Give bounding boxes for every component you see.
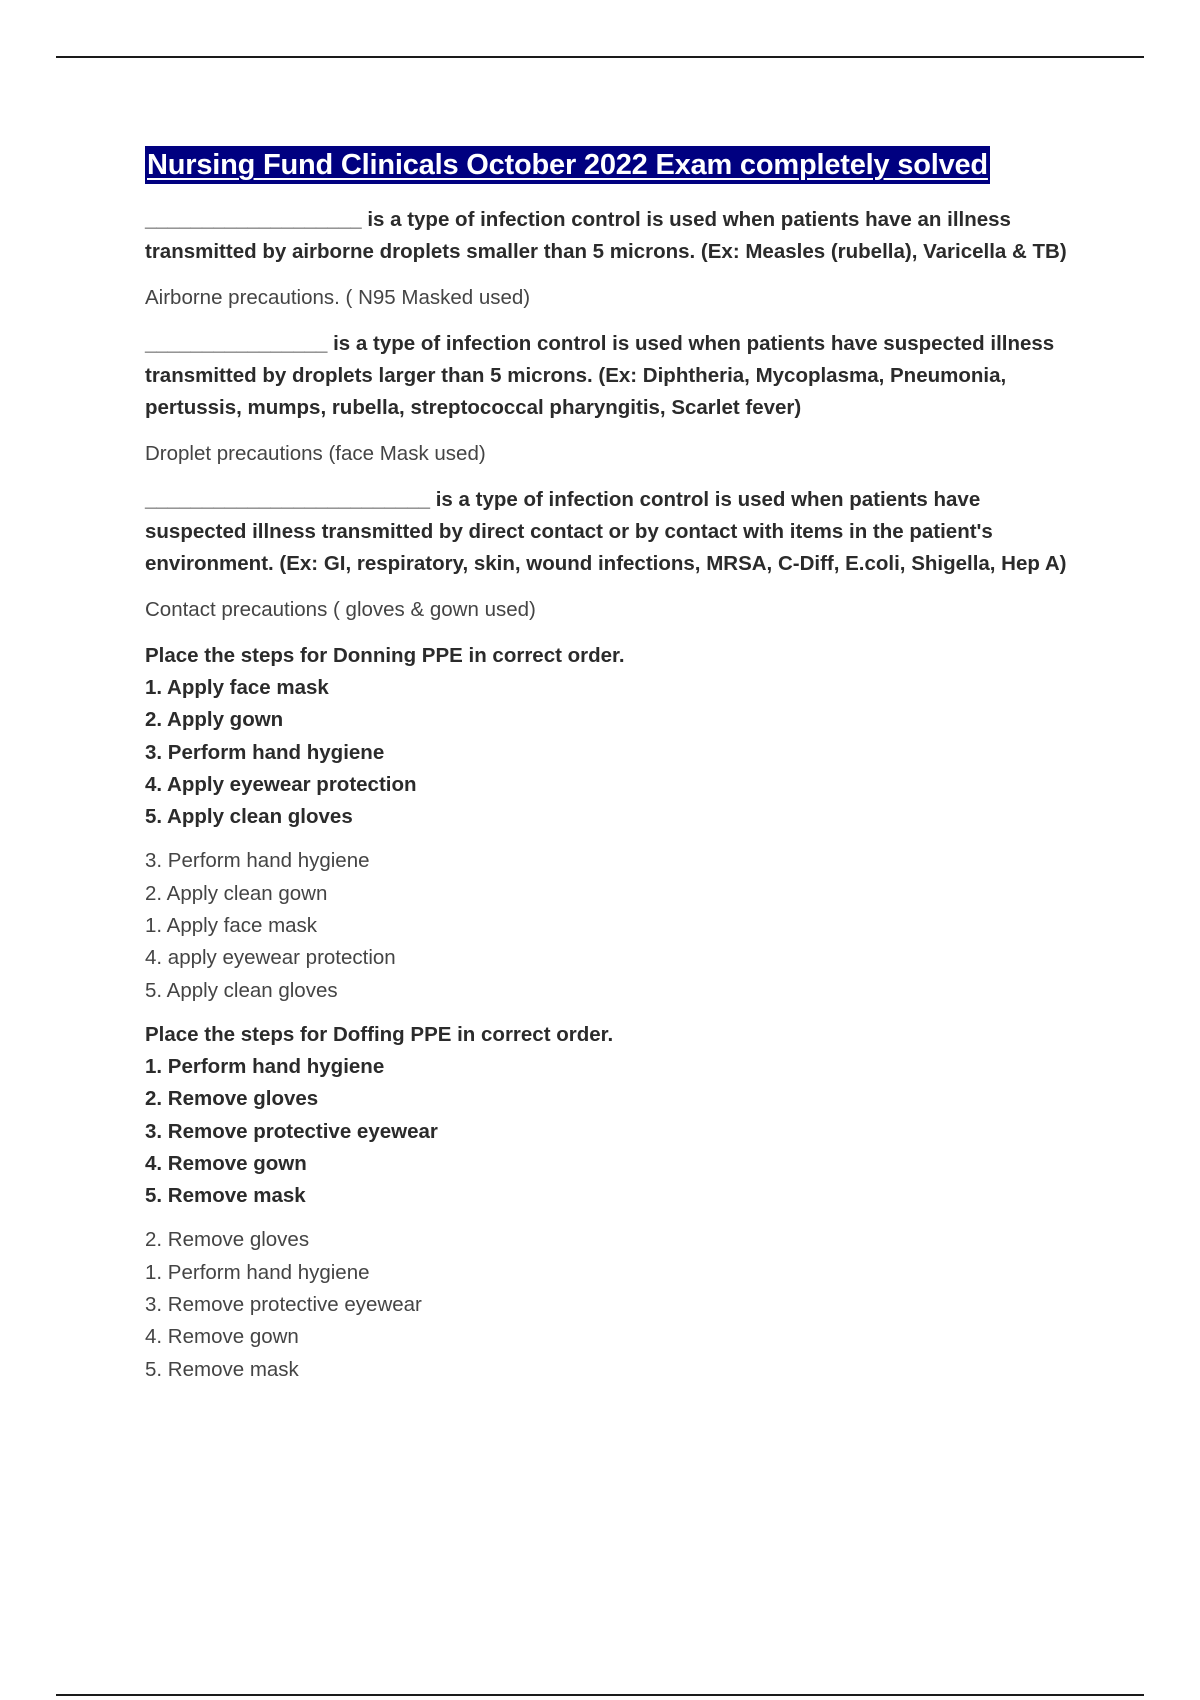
list-item: 5. Remove mask: [145, 1184, 306, 1208]
answer-text: Airborne precautions. ( N95 Masked used): [145, 286, 531, 309]
list-item: 2. Apply gown: [145, 708, 284, 732]
donning-answers-list: [145, 845, 1085, 1006]
question-text: ___________________ is a type of infection control is used when patients have an illness transmitted by airborne droplets smaller than 5 microns. (Ex: Measles (rubella), Varicella & TB): [145, 208, 1067, 263]
qa-block-airborne: [145, 204, 1085, 314]
list-item: 4. Remove gown: [145, 1151, 307, 1175]
donning-prompt: Place the steps for Donning PPE in correct order.: [145, 644, 625, 667]
list-item: 5. Apply clean gloves: [145, 805, 353, 829]
doffing-prompt: Place the steps for Doffing PPE in correct order.: [145, 1022, 614, 1046]
answer-text: Contact precautions ( gloves & gown used): [145, 598, 536, 621]
list-item: 2. Apply clean gown: [145, 881, 328, 905]
qa-block-droplet: [145, 328, 1085, 470]
list-item: 5. Remove mask: [145, 1357, 299, 1381]
list-item: 1. Perform hand hygiene: [145, 1260, 370, 1284]
question-text: ________________ is a type of infection control is used when patients have suspected illness transmitted by droplets larger than 5 microns. (Ex: Diphtheria, Mycoplasma, Pneumonia, pertussis, mumps, rubella, streptococcal pharyngitis, Scarlet fever): [145, 332, 1055, 419]
list-item: 4. Remove gown: [145, 1325, 299, 1349]
qa-block-contact: [145, 484, 1085, 626]
question-text: _________________________ is a type of infection control is used when patients have suspected illness transmitted by direct contact or by contact with items in the patient's environment. (Ex: GI, respiratory, skin, wound infections, MRSA, C-Diff, E.coli, Shigella, Hep A): [145, 488, 1067, 575]
list-item: 3. Remove protective eyewear: [145, 1119, 438, 1143]
donning-options-list: [145, 672, 1085, 833]
list-item: 4. Apply eyewear protection: [145, 772, 417, 796]
document-title: Nursing Fund Clinicals October 2022 Exam completely solved: [145, 146, 990, 184]
list-item: 3. Perform hand hygiene: [145, 849, 370, 873]
doffing-options-list: [145, 1051, 1085, 1212]
header-rule: [56, 56, 1144, 58]
list-item: 5. Apply clean gloves: [145, 978, 338, 1002]
doffing-section: [145, 1019, 1085, 1386]
list-item: 1. Perform hand hygiene: [145, 1054, 385, 1078]
footer-rule: [56, 1694, 1144, 1696]
list-item: 3. Remove protective eyewear: [145, 1293, 422, 1317]
answer-text: Droplet precautions (face Mask used): [145, 442, 486, 465]
list-item: 4. apply eyewear protection: [145, 946, 396, 970]
list-item: 3. Perform hand hygiene: [145, 740, 385, 764]
donning-section: [145, 640, 1085, 1007]
document-body: [145, 146, 1085, 1398]
list-item: 2. Remove gloves: [145, 1087, 319, 1111]
doffing-answers-list: [145, 1224, 1085, 1385]
list-item: 1. Apply face mask: [145, 914, 318, 938]
list-item: 2. Remove gloves: [145, 1228, 310, 1252]
list-item: 1. Apply face mask: [145, 676, 329, 699]
